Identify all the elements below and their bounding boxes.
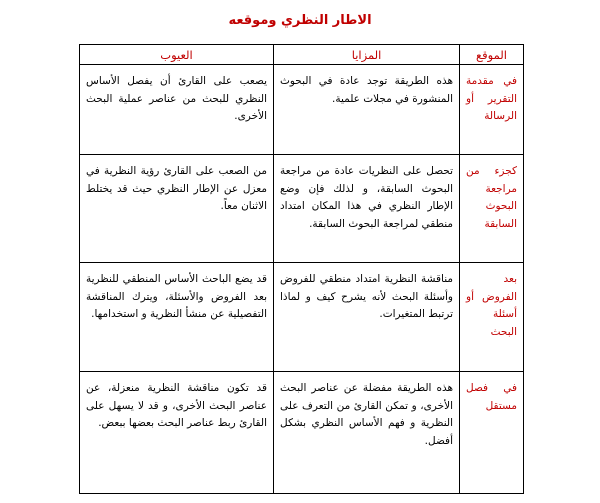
cell-location: بعد الفروض أو أسئلة البحث: [460, 263, 524, 372]
cell-disadvantages: يصعب على القارئ أن يفصل الأساس النظري للبحث من عناصر عملية البحث الأخرى.: [80, 65, 274, 155]
cell-location: في مقدمة التقرير أو الرسالة: [460, 65, 524, 155]
cell-location: كجزء من مراجعة البحوث السابقة: [460, 155, 524, 263]
cell-disadvantages: قد تكون مناقشة النظرية منعزلة، عن عناصر البحث الأخرى، و قد لا يسهل على القارئ ربط عناصر البحث بعضها ببعض.: [80, 372, 274, 494]
table-row: [80, 263, 524, 372]
cell-advantages: تحصل على النظريات عادة من مراجعة البحوث السابقة، و لذلك فإن وضع الإطار النظري في هذا المكان امتداد منطقي لمراجعة البحوث السابقة.: [274, 155, 460, 263]
theoretical-framework-table: [79, 44, 524, 494]
cell-advantages: مناقشة النظرية امتداد منطقي للفروض وأسئلة البحث لأنه يشرح كيف و لماذا ترتبط المتغيرات.: [274, 263, 460, 372]
cell-location: في فصل مستقل: [460, 372, 524, 494]
cell-advantages: هذه الطريقة مفضلة عن عناصر البحث الأخرى، و تمكن القارئ من التعرف على النظرية و فهم الأساس النظري بشكل أفضل.: [274, 372, 460, 494]
header-disadvantages: العيوب: [80, 45, 274, 65]
table-row: [80, 155, 524, 263]
table-header-row: [80, 45, 524, 65]
cell-advantages: هذه الطريقة توجد عادة في البحوث المنشورة في مجلات علمية.: [274, 65, 460, 155]
cell-disadvantages: من الصعب على القارئ رؤية النظرية في معزل عن الإطار النظري حيث قد يختلط الاثنان معاً.: [80, 155, 274, 263]
table-row: [80, 65, 524, 155]
header-location: الموقع: [460, 45, 524, 65]
page-title: الاطار النظري وموقعه: [228, 13, 372, 28]
cell-disadvantages: قد يضع الباحث الأساس المنطقي للنظرية بعد الفروض والأسئلة، ويترك المناقشة التفصيلية عن منشأ النظرية و استخدامها.: [80, 263, 274, 372]
header-advantages: المزايا: [274, 45, 460, 65]
table-row: [80, 372, 524, 494]
